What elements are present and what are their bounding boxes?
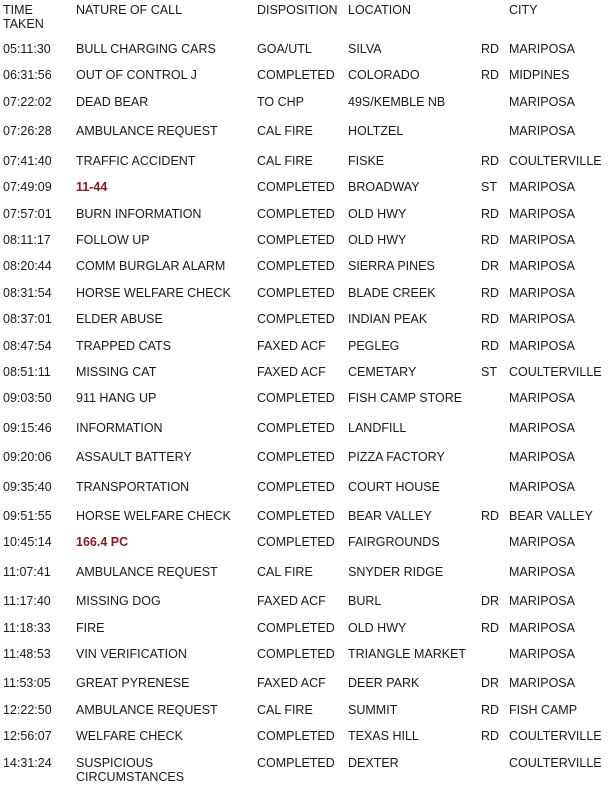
cell-suffix: ST [481,365,497,379]
cell-city: MARIPOSA [509,421,575,435]
cell-location: BLADE CREEK [348,286,436,300]
cell-time: 10:45:14 [3,535,52,549]
cell-location: DEER PARK [348,676,420,690]
cell-nature: OUT OF CONTROL J [76,68,197,82]
cell-time: 07:57:01 [3,207,52,221]
cell-city: MARIPOSA [509,450,575,464]
cell-time: 07:22:02 [3,95,52,109]
cell-disposition: COMPLETED [257,647,335,661]
cell-disposition: COMPLETED [257,180,335,194]
cell-nature: FIRE [76,621,105,635]
cell-nature: VIN VERIFICATION [76,647,187,661]
cell-nature: MISSING DOG [76,594,161,608]
cell-time: 08:20:44 [3,259,52,273]
cell-location: PEGLEG [348,339,400,353]
cell-nature: 911 HANG UP [76,391,157,405]
cell-time: 09:35:40 [3,480,52,494]
cell-suffix: RD [481,233,500,247]
cell-location: TEXAS HILL [348,729,419,743]
cell-disposition: CAL FIRE [257,154,313,168]
cell-nature: DEAD BEAR [76,95,149,109]
cell-city: MARIPOSA [509,233,575,247]
cell-disposition: FAXED ACF [257,594,326,608]
cell-time: 08:51:11 [3,365,51,379]
cell-disposition: FAXED ACF [257,676,326,690]
cell-time: 11:17:40 [3,594,51,608]
cell-city: MARIPOSA [509,594,575,608]
cell-nature: BURN INFORMATION [76,207,202,221]
cell-city: FISH CAMP [509,703,578,717]
cell-city: COULTERVILLE [509,365,602,379]
cell-nature: 11-44 [76,180,108,194]
cell-suffix: RD [481,339,500,353]
cell-nature: TRANSPORTATION [76,480,190,494]
cell-city: MARIPOSA [509,535,575,549]
cell-time: 12:56:07 [3,729,52,743]
cell-city: MARIPOSA [509,124,575,138]
cell-nature: COMM BURGLAR ALARM [76,259,226,273]
cell-nature: WELFARE CHECK [76,729,183,743]
cell-suffix: RD [481,286,500,300]
cell-nature: MISSING CAT [76,365,157,379]
header-city: CITY [509,3,538,17]
cell-time: 11:18:33 [3,621,51,635]
cell-time: 07:26:28 [3,124,52,138]
cell-location: CEMETARY [348,365,417,379]
cell-city: COULTERVILLE [509,729,602,743]
header-time: TIME TAKEN [3,3,44,31]
cell-location: LANDFILL [348,421,407,435]
cell-disposition: CAL FIRE [257,124,313,138]
cell-city: MARIPOSA [509,286,575,300]
cell-city: MARIPOSA [509,259,575,273]
cell-location: PIZZA FACTORY [348,450,445,464]
cell-disposition: COMPLETED [257,207,335,221]
cell-time: 08:31:54 [3,286,52,300]
cell-disposition: COMPLETED [257,233,335,247]
cell-location: BEAR VALLEY [348,509,432,523]
cell-city: MIDPINES [509,68,570,82]
cell-time: 06:31:56 [3,68,52,82]
cell-nature: HORSE WELFARE CHECK [76,286,231,300]
cell-location: FISKE [348,154,385,168]
cell-nature: 166.4 PC [76,535,129,549]
cell-suffix: DR [481,594,500,608]
cell-city: MARIPOSA [509,42,575,56]
cell-location: SNYDER RIDGE [348,565,444,579]
cell-time: 14:31:24 [3,756,52,770]
cell-city: MARIPOSA [509,565,575,579]
cell-disposition: COMPLETED [257,259,335,273]
cell-location: DEXTER [348,756,399,770]
cell-disposition: CAL FIRE [257,703,313,717]
cell-city: COULTERVILLE [509,756,602,770]
cell-nature: TRAPPED CATS [76,339,171,353]
header-disposition: DISPOSITION [257,3,338,17]
cell-disposition: TO CHP [257,95,304,109]
cell-suffix: DR [481,676,500,690]
cell-city: MARIPOSA [509,647,575,661]
cell-nature: BULL CHARGING CARS [76,42,216,56]
cell-nature: ASSAULT BATTERY [76,450,192,464]
cell-time: 11:53:05 [3,676,51,690]
cell-nature: AMBULANCE REQUEST [76,565,218,579]
cell-disposition: COMPLETED [257,756,335,770]
cell-city: MARIPOSA [509,480,575,494]
cell-time: 09:15:46 [3,421,52,435]
cell-location: HOLTZEL [348,124,404,138]
cell-city: MARIPOSA [509,180,575,194]
cell-location: FAIRGROUNDS [348,535,440,549]
cell-time: 08:37:01 [3,312,52,326]
cell-time: 09:03:50 [3,391,52,405]
cell-disposition: COMPLETED [257,621,335,635]
cell-location: COLORADO [348,68,420,82]
cell-disposition: COMPLETED [257,509,335,523]
cell-location: FISH CAMP STORE [348,391,463,405]
cell-disposition: COMPLETED [257,286,335,300]
cell-location: COURT HOUSE [348,480,440,494]
cell-nature: AMBULANCE REQUEST [76,703,218,717]
cell-nature: GREAT PYRENESE [76,676,190,690]
cell-city: MARIPOSA [509,391,575,405]
cell-suffix: RD [481,154,500,168]
cell-time: 08:47:54 [3,339,52,353]
cell-location: SUMMIT [348,703,398,717]
cell-suffix: RD [481,729,500,743]
cell-suffix: RD [481,68,500,82]
cell-time: 08:11:17 [3,233,51,247]
cell-disposition: COMPLETED [257,68,335,82]
cell-city: MARIPOSA [509,207,575,221]
cell-time: 12:22:50 [3,703,52,717]
cell-city: MARIPOSA [509,621,575,635]
cell-location: 49S/KEMBLE NB [348,95,446,109]
cell-nature: INFORMATION [76,421,163,435]
cell-location: SILVA [348,42,382,56]
cell-city: MARIPOSA [509,95,575,109]
cell-time: 07:41:40 [3,154,52,168]
cell-disposition: COMPLETED [257,535,335,549]
cell-location: BURL [348,594,382,608]
header-nature: NATURE OF CALL [76,3,183,17]
cell-nature: FOLLOW UP [76,233,150,247]
cell-location: OLD HWY [348,207,407,221]
header-location: LOCATION [348,3,411,17]
cell-time: 07:49:09 [3,180,52,194]
cell-nature: TRAFFIC ACCIDENT [76,154,196,168]
cell-time: 11:07:41 [3,565,51,579]
cell-nature: HORSE WELFARE CHECK [76,509,231,523]
cell-suffix: RD [481,42,500,56]
cell-disposition: FAXED ACF [257,365,326,379]
cell-city: MARIPOSA [509,312,575,326]
cell-disposition: CAL FIRE [257,565,313,579]
cell-disposition: COMPLETED [257,450,335,464]
cell-location: TRIANGLE MARKET [348,647,467,661]
cell-time: 09:51:55 [3,509,52,523]
cell-disposition: FAXED ACF [257,339,326,353]
cell-time: 11:48:53 [3,647,51,661]
cell-location: BROADWAY [348,180,420,194]
cell-location: INDIAN PEAK [348,312,428,326]
cell-nature: SUSPICIOUS CIRCUMSTANCES [76,756,185,784]
cell-time: 05:11:30 [3,42,51,56]
cell-suffix: RD [481,207,500,221]
cell-nature: AMBULANCE REQUEST [76,124,218,138]
cell-city: BEAR VALLEY [509,509,593,523]
cell-suffix: ST [481,180,497,194]
cell-disposition: COMPLETED [257,312,335,326]
cell-disposition: GOA/UTL [257,42,312,56]
cell-suffix: DR [481,259,500,273]
cell-disposition: COMPLETED [257,391,335,405]
cell-suffix: RD [481,312,500,326]
cell-time: 09:20:06 [3,450,52,464]
cell-city: MARIPOSA [509,339,575,353]
cell-disposition: COMPLETED [257,480,335,494]
cell-location: SIERRA PINES [348,259,435,273]
cell-city: COULTERVILLE [509,154,602,168]
cell-disposition: COMPLETED [257,421,335,435]
cell-disposition: COMPLETED [257,729,335,743]
cell-suffix: RD [481,703,500,717]
cell-suffix: RD [481,621,500,635]
cell-suffix: RD [481,509,500,523]
cell-location: OLD HWY [348,233,407,247]
cell-nature: ELDER ABUSE [76,312,163,326]
cell-location: OLD HWY [348,621,407,635]
cell-city: MARIPOSA [509,676,575,690]
